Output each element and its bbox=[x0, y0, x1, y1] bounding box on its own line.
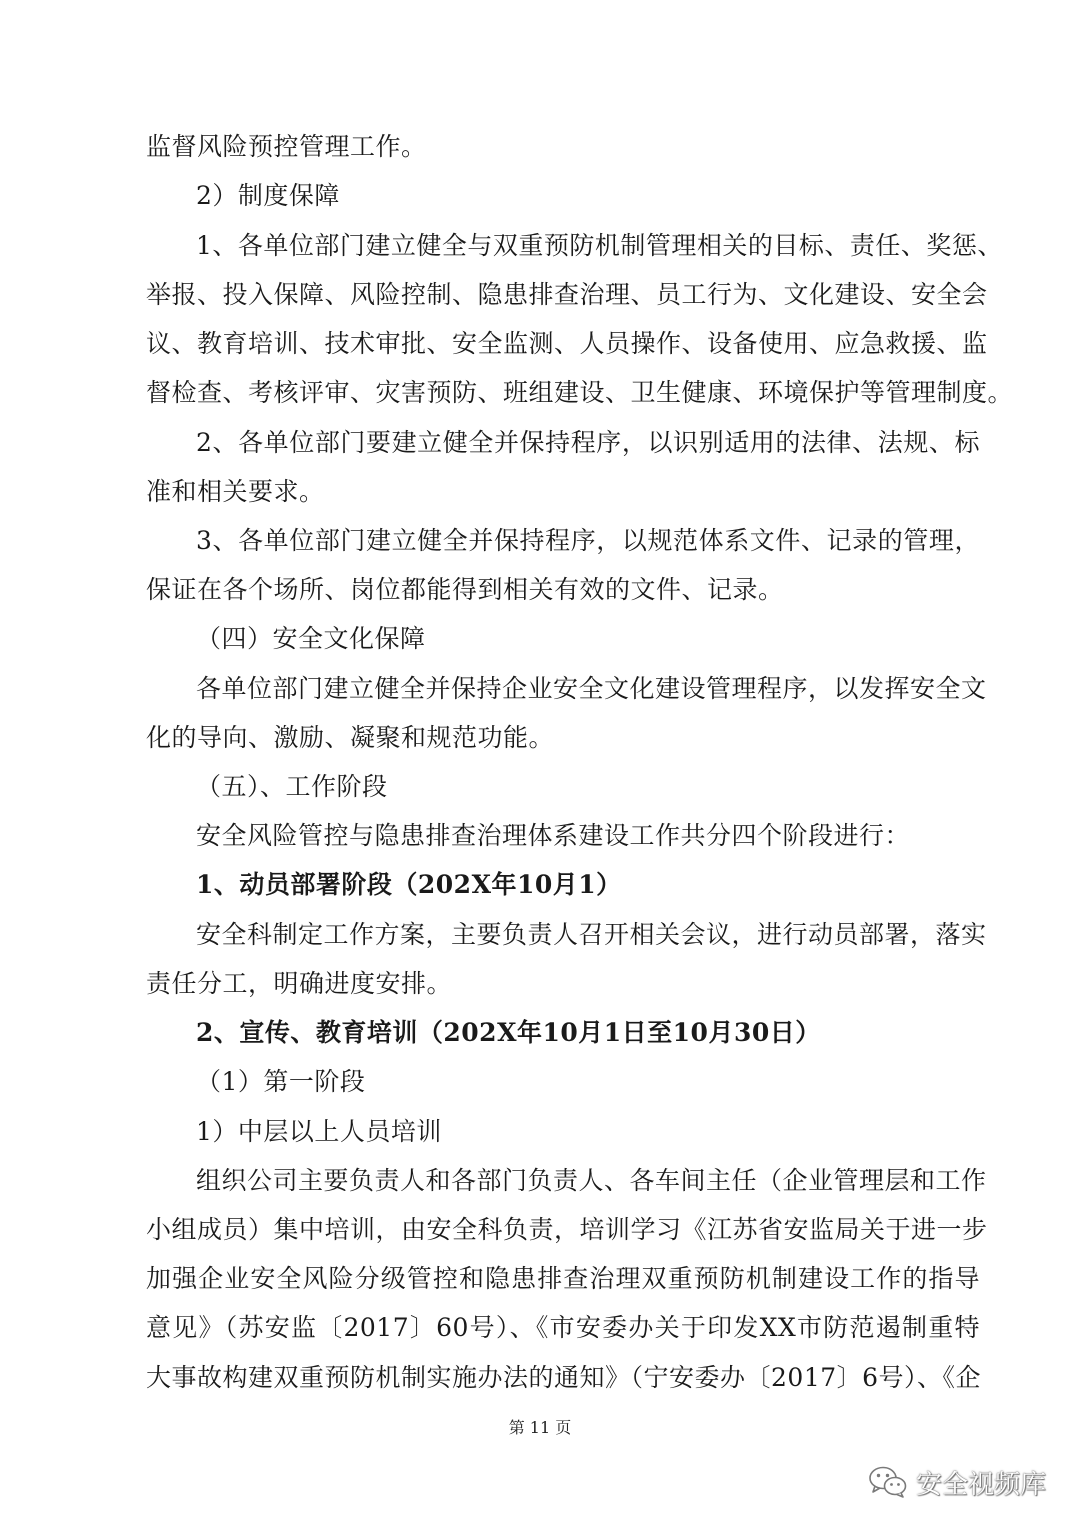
paragraph-line: 安全科制定工作方案，主要负责人召开相关会议，进行动员部署，落实 bbox=[196, 920, 987, 949]
paragraph-line: 化的导向、激励、凝聚和规范功能。 bbox=[146, 723, 555, 752]
paragraph-line: 2、各单位部门要建立健全并保持程序，以识别适用的法律、法规、标 bbox=[196, 428, 980, 457]
paragraph-line: 大事故构建双重预防机制实施办法的通知》（宁安委办〔2017〕6号）、《企 bbox=[146, 1363, 982, 1392]
stage-heading: 2、宣传、教育培训（202X年10月1日至10月30日） bbox=[196, 1018, 821, 1047]
watermark bbox=[868, 1462, 1046, 1502]
stage-heading: 1、动员部署阶段（202X年10月1） bbox=[196, 870, 622, 899]
paragraph-line: 3、各单位部门建立健全并保持程序，以规范体系文件、记录的管理， bbox=[196, 526, 980, 555]
wechat-icon bbox=[868, 1465, 908, 1499]
paragraph-line: 议、教育培训、技术审批、安全监测、人员操作、设备使用、应急救援、监 bbox=[146, 329, 988, 358]
section-heading: （四）安全文化保障 bbox=[196, 624, 426, 653]
paragraph-line: 举报、投入保障、风险控制、隐患排查治理、员工行为、文化建设、安全会 bbox=[146, 280, 988, 309]
section-heading: （五）、工作阶段 bbox=[196, 772, 388, 801]
section-heading: 1）中层以上人员培训 bbox=[196, 1117, 442, 1146]
paragraph-line: 意见》（苏安监〔2017〕60号）、《市安委办关于印发XX市防范遏制重特 bbox=[146, 1313, 980, 1342]
paragraph-line: 各单位部门建立健全并保持企业安全文化建设管理程序，以发挥安全文 bbox=[196, 674, 987, 703]
page-number: 第 11 页 bbox=[508, 1418, 572, 1437]
paragraph-line: 1、各单位部门建立健全与双重预防机制管理相关的目标、责任、奖惩、 bbox=[196, 231, 1003, 260]
section-heading: 2）制度保障 bbox=[196, 181, 340, 210]
section-heading: （1）第一阶段 bbox=[196, 1067, 366, 1096]
paragraph-line: 责任分工，明确进度安排。 bbox=[146, 969, 453, 998]
paragraph-line: 监督风险预控管理工作。 bbox=[146, 132, 427, 161]
paragraph-line: 保证在各个场所、岗位都能得到相关有效的文件、记录。 bbox=[146, 575, 784, 604]
paragraph-line: 督检查、考核评审、灾害预防、班组建设、卫生健康、环境保护等管理制度。 bbox=[146, 378, 1014, 407]
paragraph-line: 准和相关要求。 bbox=[146, 477, 325, 506]
watermark-text: 安全视频库 bbox=[915, 1469, 1046, 1500]
paragraph-line: 加强企业安全风险分级管控和隐患排查治理双重预防机制建设工作的指导 bbox=[146, 1264, 980, 1293]
paragraph-line: 安全风险管控与隐患排查治理体系建设工作共分四个阶段进行： bbox=[196, 821, 911, 850]
paragraph-line: 小组成员）集中培训，由安全科负责，培训学习《江苏省安监局关于进一步 bbox=[146, 1215, 988, 1244]
paragraph-line: 组织公司主要负责人和各部门负责人、各车间主任（企业管理层和工作 bbox=[196, 1166, 987, 1195]
